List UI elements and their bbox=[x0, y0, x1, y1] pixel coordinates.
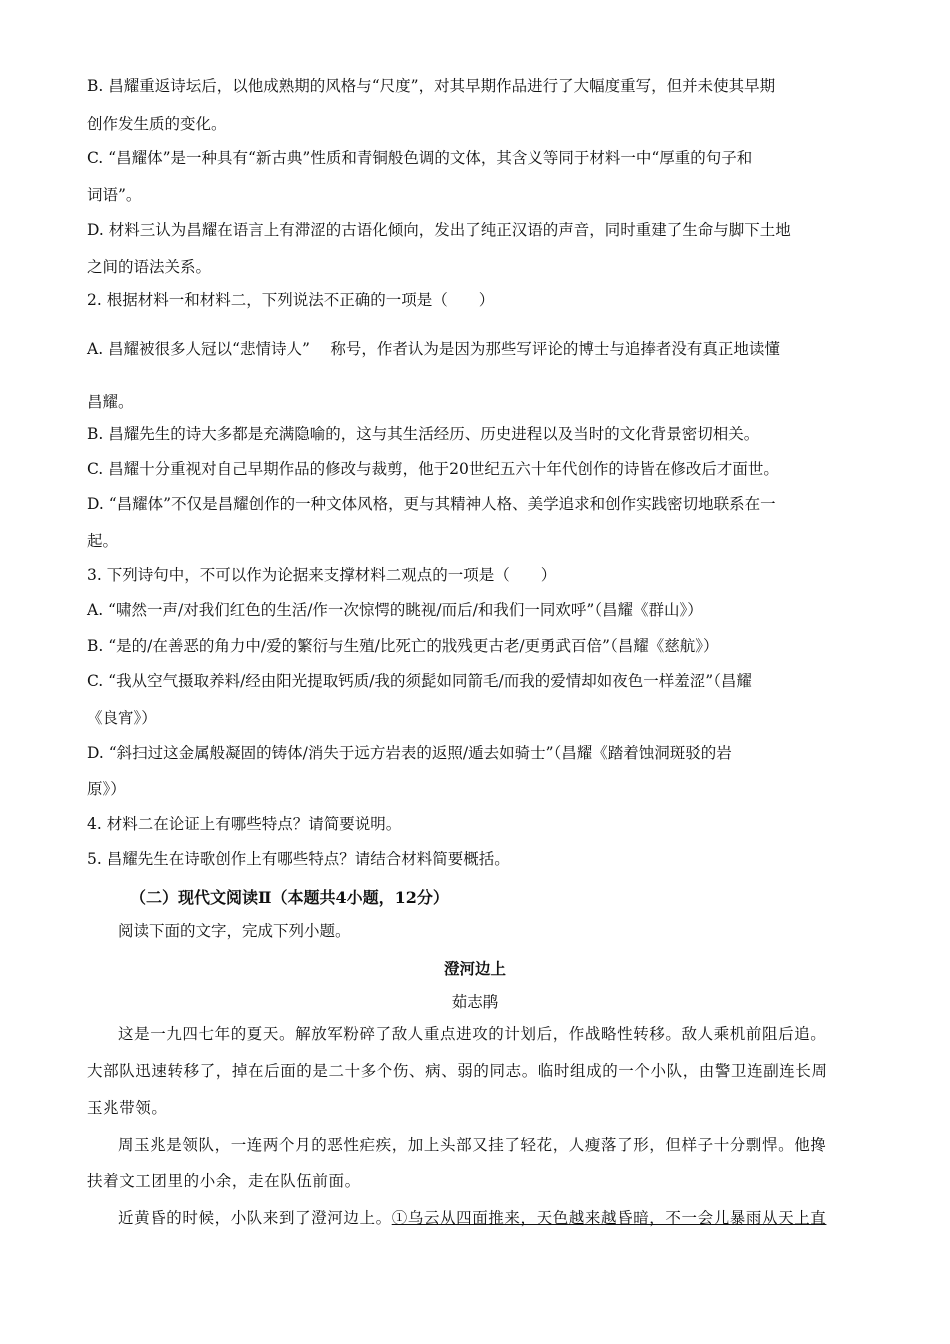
q2-option-d-line2: 起。 bbox=[87, 532, 119, 550]
q1-option-d-line1: D. 材料三认为昌耀在语言上有滞涩的古语化倾向，发出了纯正汉语的声音，同时重建了生命与脚下土地 bbox=[87, 221, 791, 239]
q2-option-a-line2: 昌耀。 bbox=[87, 393, 134, 411]
story-p1-line3: 玉兆带领。 bbox=[87, 1099, 168, 1117]
q3-option-b: B. “是的/在善恶的角力中/爱的繁衍与生殖/比死亡的戕残更古老/更勇武百倍”（昌耀《慈航》） bbox=[87, 637, 719, 655]
story-p3-plain: 近黄昏的时候，小队来到了澄河边上。 bbox=[118, 1209, 392, 1227]
q2-option-b: B. 昌耀先生的诗大多都是充满隐喻的，这与其生活经历、历史进程以及当时的文化背景密切相关。 bbox=[87, 425, 760, 443]
q1-option-d-line2: 之间的语法关系。 bbox=[87, 258, 212, 276]
q2-stem: 2. 根据材料一和材料二，下列说法不正确的一项是（ ） bbox=[87, 291, 495, 309]
q1-option-c-line2: 词语”。 bbox=[87, 186, 142, 204]
q3-option-a: A. “啸然一声/对我们红色的生活/作一次惊愕的眺视/而后/和我们一同欢呼”（昌耀《群山》） bbox=[87, 601, 703, 619]
story-title: 澄河边上 bbox=[443, 959, 506, 978]
q5-stem: 5. 昌耀先生在诗歌创作上有哪些特点？请结合材料简要概括。 bbox=[87, 850, 510, 868]
story-p1-line1: 这是一九四七年的夏天。解放军粉碎了敌人重点进攻的计划后，作战略性转移。敌人乘机前阻后追。 bbox=[118, 1025, 827, 1043]
q2-option-a-line1: A. 昌耀被很多人冠以“悲情诗人” 称号，作者认为是因为那些写评论的博士与追捧者没有真正地读懂 bbox=[87, 340, 780, 358]
story-author: 茹志鹃 bbox=[451, 993, 499, 1011]
q3-option-d-line1: D. “斜扫过这金属般凝固的铸体/消失于远方岩表的返照/遁去如骑士”（昌耀《踏着蚀洞斑驳的岩 bbox=[87, 744, 732, 762]
q1-option-b-line1: B. 昌耀重返诗坛后，以他成熟期的风格与“尺度”，对其早期作品进行了大幅度重写，但并未使其早期 bbox=[87, 77, 776, 95]
story-p3-line1 bbox=[118, 1208, 826, 1228]
q4-stem: 4. 材料二在论证上有哪些特点？请简要说明。 bbox=[87, 815, 402, 833]
q2-option-c: C. 昌耀十分重视对自己早期作品的修改与裁剪，他于20世纪五六十年代创作的诗皆在修改后才面世。 bbox=[87, 460, 779, 478]
q3-stem: 3. 下列诗句中，不可以作为论据来支撑材料二观点的一项是（ ） bbox=[87, 566, 557, 584]
story-p2-line1: 周玉兆是领队，一连两个月的恶性疟疾，加上头部又挂了轻花，人瘦落了形，但样子十分剽悍。他搀 bbox=[118, 1136, 827, 1154]
q1-option-b-line2: 创作发生质的变化。 bbox=[87, 115, 227, 133]
q2-option-d-line1: D. “昌耀体”不仅是昌耀创作的一种文体风格，更与其精神人格、美学追求和创作实践密切地联系在一 bbox=[87, 495, 776, 513]
q3-option-c-line1: C. “我从空气摄取养料/经由阳光提取钙质/我的须髭如同箭毛/而我的爱情却如夜色一样羞涩”（昌耀 bbox=[87, 672, 752, 690]
q3-option-d-line2: 原》） bbox=[87, 780, 126, 798]
q3-option-c-line2: 《良宵》） bbox=[87, 709, 157, 727]
q1-option-c-line1: C. “昌耀体”是一种具有“新古典”性质和青铜般色调的文体，其含义等同于材料一中“厚重的句子和 bbox=[87, 149, 753, 167]
reading-instruction: 阅读下面的文字，完成下列小题。 bbox=[118, 922, 351, 940]
section-title: （二）现代文阅读Ⅱ（本题共4小题，12分） bbox=[130, 888, 449, 907]
story-p2-line2: 扶着文工团里的小余，走在队伍前面。 bbox=[87, 1172, 361, 1190]
story-p3-underlined-sentence: ①乌云从四面推来，天色越来越昏暗，不一会儿暴雨从天上直 bbox=[391, 1209, 827, 1227]
story-p1-line2: 大部队迅速转移了，掉在后面的是二十多个伤、病、弱的同志。临时组成的一个小队，由警卫连副连长周 bbox=[87, 1062, 828, 1080]
